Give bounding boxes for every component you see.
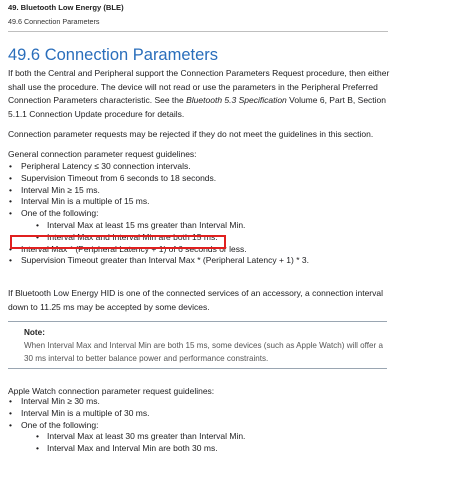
- sub-list-item: [21, 431, 245, 443]
- bullet-icon: •: [36, 231, 39, 242]
- list-item-text: Interval Min is a multiple of 30 ms.: [21, 407, 150, 418]
- list-item-text: One of the following:: [21, 419, 99, 430]
- bullet-icon: •: [9, 396, 12, 406]
- sub-list-item: [21, 443, 245, 455]
- list-item-text: Supervision Timeout from 6 seconds to 18 seconds.: [21, 172, 217, 183]
- bullet-icon: •: [9, 407, 12, 418]
- note-text: When Interval Max and Interval Min are both 15 ms, some devices (such as Apple Watch) will offer a 30 ms interval to better balance power and performance constraints.: [24, 341, 383, 363]
- header-divider: [8, 31, 388, 32]
- list-item: [8, 255, 309, 267]
- list-item: [8, 196, 309, 208]
- list-item-text: Interval Min is a multiple of 15 ms.: [21, 196, 150, 207]
- bullet-icon: •: [9, 243, 12, 254]
- bullet-icon: •: [36, 431, 39, 442]
- note-top-divider: [8, 321, 387, 322]
- reject-paragraph: Connection parameter requests may be rejected if they do not meet the guidelines in this section.: [8, 129, 374, 139]
- bullet-icon: •: [9, 172, 12, 183]
- general-guidelines-heading: General connection parameter request guidelines:: [8, 149, 197, 159]
- note-label: Note:: [24, 328, 45, 337]
- list-item-text: Interval Max and Interval Min are both 30 ms.: [47, 443, 218, 454]
- watch-guidelines-list: [8, 396, 245, 455]
- chapter-header: 49. Bluetooth Low Energy (BLE): [8, 3, 124, 12]
- list-item-text: Interval Max and Interval Min are both 15 ms.: [47, 231, 218, 242]
- highlight-box: [10, 235, 226, 249]
- bullet-icon: •: [9, 255, 12, 266]
- list-item-text: Interval Max at least 15 ms greater than Interval Min.: [47, 219, 246, 230]
- section-header: 49.6 Connection Parameters: [8, 17, 100, 26]
- bullet-icon: •: [36, 219, 39, 230]
- list-item: [8, 396, 245, 408]
- sub-list-item: [21, 220, 309, 232]
- list-item: [8, 420, 245, 455]
- list-item-text: One of the following:: [21, 208, 99, 219]
- list-item-text: Interval Min ≥ 30 ms.: [21, 396, 100, 406]
- spec-reference: Bluetooth 5.3 Specification: [186, 95, 287, 105]
- intro-paragraph: [8, 67, 398, 121]
- bullet-icon: •: [9, 419, 12, 430]
- list-item: [8, 408, 245, 420]
- page-title: 49.6 Connection Parameters: [8, 46, 219, 64]
- bullet-icon: •: [9, 184, 12, 195]
- hid-paragraph: If Bluetooth Low Energy HID is one of the connected services of an accessory, a connection interval down to 11.25 ms may be accepted by some devices.: [8, 288, 383, 312]
- watch-guidelines-heading: Apple Watch connection parameter request guidelines:: [8, 386, 215, 396]
- list-item: [8, 185, 309, 197]
- bullet-icon: •: [9, 208, 12, 219]
- note-bottom-divider: [8, 368, 387, 369]
- list-item-text: Interval Max * (Peripheral Latency + 1) of 6 seconds or less.: [21, 243, 247, 254]
- sub-list: [21, 431, 245, 455]
- list-item-text: Peripheral Latency ≤ 30 connection intervals.: [21, 161, 191, 171]
- bullet-icon: •: [36, 443, 39, 454]
- list-item: [8, 161, 309, 173]
- list-item-text: Interval Max at least 30 ms greater than Interval Min.: [47, 431, 246, 442]
- list-item-text: Interval Min ≥ 15 ms.: [21, 184, 100, 195]
- bullet-icon: •: [9, 161, 12, 171]
- general-guidelines-list: [8, 161, 309, 267]
- intro-text-end: Volume 6, Part B, Section 5.1.1 Connection Update procedure for details.: [8, 95, 387, 119]
- list-item: [8, 173, 309, 185]
- intro-text-start: If both the Central and Peripheral support the Connection Parameters Request procedure, then either shall use the procedure. The device will not read or use the parameters in the Peripheral Preferred Connection Parameters characteristic. See the: [8, 68, 390, 105]
- bullet-icon: •: [9, 196, 12, 207]
- list-item-text: Supervision Timeout greater than Interval Max * (Peripheral Latency + 1) * 3.: [21, 255, 309, 266]
